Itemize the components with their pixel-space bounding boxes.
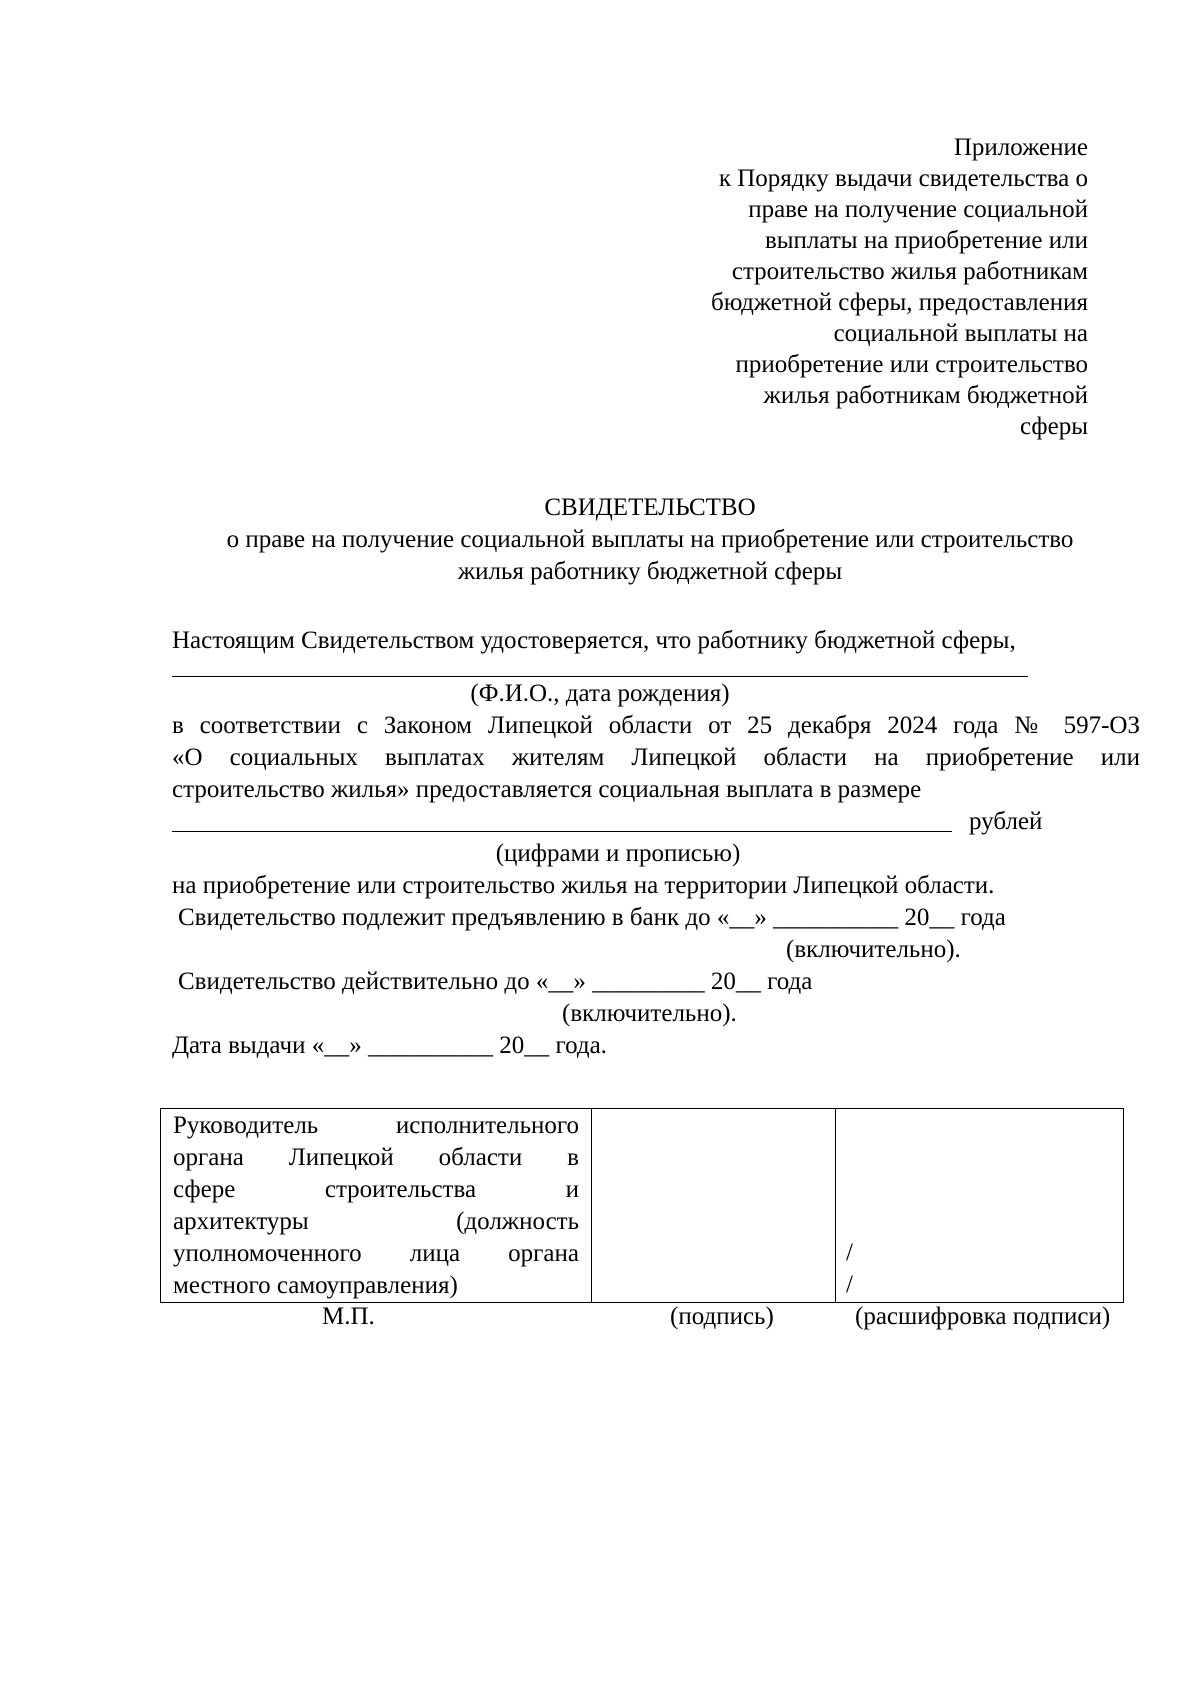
appendix-line: приобретение или строительство	[735, 351, 1088, 378]
appendix-line: праве на получение социальной	[748, 196, 1088, 223]
position-line: органа Липецкой области в	[173, 1144, 579, 1171]
fio-blank-line	[172, 657, 1028, 677]
fio-caption: (Ф.И.О., дата рождения)	[470, 680, 730, 707]
signature-captions	[160, 1303, 1140, 1335]
law-line: «О социальных выплатах жителям Липецкой области на приобретение или	[172, 744, 1140, 771]
certificate-body	[172, 625, 1140, 1062]
slash-mark: /	[846, 1239, 853, 1266]
title-line: о праве на получение социальной выплаты на приобретение или строительство	[226, 526, 1074, 553]
appendix-line: Приложение	[953, 134, 1088, 161]
amount-blank-line	[172, 806, 952, 832]
intro-text: Настоящим Свидетельством удостоверяется, что работнику бюджетной сферы,	[172, 627, 1016, 654]
position-line: Руководитель исполнительного	[173, 1112, 579, 1139]
law-line: в соответствии с Законом Липецкой области от 25 декабря 2024 года № 597-ОЗ	[172, 712, 1140, 739]
position-line: сфере строительства и	[173, 1176, 579, 1203]
appendix-line: строительство жилья работникам	[731, 258, 1088, 285]
slash-mark: /	[846, 1271, 853, 1298]
appendix-line: выплаты на приобретение или	[764, 227, 1088, 254]
title-line: жилья работнику бюджетной сферы	[457, 558, 843, 585]
signature-decode-cell	[836, 1109, 1124, 1303]
bank-deadline-text: Свидетельство подлежит предъявлению в банк до «__» __________ 20__ года	[178, 904, 1006, 931]
appendix-line: социальной выплаты на	[833, 320, 1088, 347]
issue-date-text: Дата выдачи «__» __________ 20__ года.	[172, 1032, 607, 1059]
position-line: архитектуры (должность	[173, 1208, 579, 1235]
amount-caption: (цифрами и прописью)	[495, 840, 741, 867]
territory-text: на приобретение или строительство жилья на территории Липецкой области.	[172, 872, 995, 899]
law-line: строительство жилья» предоставляется социальная выплата в размере	[172, 776, 922, 803]
appendix-line: сферы	[1020, 413, 1088, 440]
appendix-line: жилья работникам бюджетной	[763, 382, 1088, 409]
decode-caption: (расшифровка подписи)	[855, 1303, 1111, 1330]
certificate-title	[160, 492, 1140, 588]
bank-inclusive-text: (включительно).	[786, 936, 961, 963]
appendix-header	[588, 132, 1088, 442]
validity-inclusive-text: (включительно).	[562, 1000, 737, 1027]
rubles-label: рублей	[969, 808, 1043, 835]
appendix-line: бюджетной сферы, предоставления	[710, 289, 1088, 316]
signature-cell	[592, 1109, 836, 1303]
title-main: СВИДЕТЕЛЬСТВО	[544, 494, 756, 521]
position-line: местного самоуправления)	[173, 1272, 458, 1299]
amount-row	[172, 806, 1140, 838]
signature-caption: (подпись)	[670, 1303, 774, 1330]
validity-text: Свидетельство действительно до «__» _________ 20__ года	[178, 968, 813, 995]
signature-table	[160, 1108, 1124, 1303]
position-line: уполномоченного лица органа	[173, 1240, 579, 1267]
position-cell	[161, 1109, 592, 1303]
appendix-line: к Порядку выдачи свидетельства о	[718, 165, 1088, 192]
seal-caption: М.П.	[322, 1303, 375, 1330]
